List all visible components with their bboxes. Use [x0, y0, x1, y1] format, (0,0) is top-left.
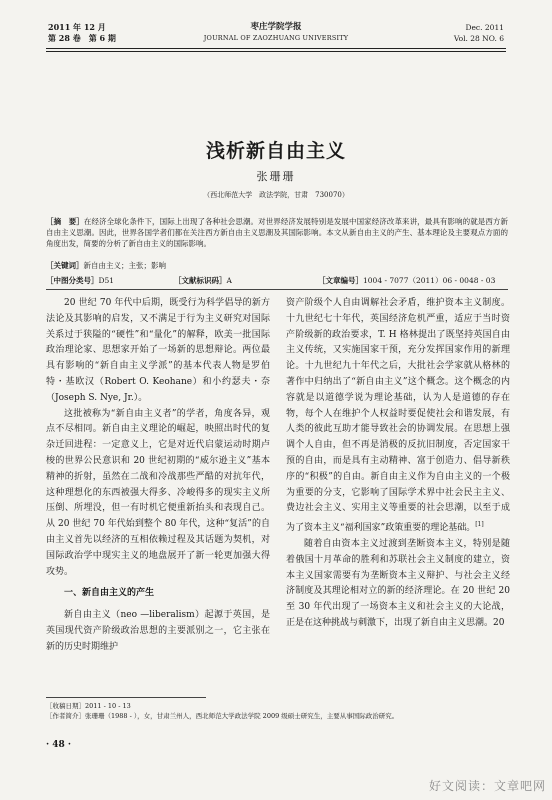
body-paragraph: 20 世纪 70 年代中后期，既受行为科学倡导的新方法论及其影响的启发，又不满足于行为主义研究对国际关系过于狭隘的“硬性”和“量化”的解释，欧美一批国际政治理论家、思想家开始了一场新的思想辩论。两位最具有影响的“新自由主义学派”的基本代表人物是罗伯特・基欧汉（Robert O. Keohane）和小约瑟夫・奈（Joseph S. Nye, Jr.）。 [46, 298, 270, 403]
section-heading: 一、新自由主义的产生 [64, 588, 155, 599]
footnote-rule [46, 697, 206, 698]
body-column-left [46, 296, 270, 656]
header-volume-en: Vol. 28 NO. 6 [453, 34, 504, 43]
abstract [46, 216, 508, 249]
page-number: · 48 · [46, 740, 72, 750]
article-affiliation: （西北师范大学 政法学院，甘肃 730070） [203, 191, 349, 199]
footnote-received: ［收稿日期］2011 - 10 - 13 [46, 702, 131, 710]
clc-number [46, 275, 114, 286]
keywords [46, 260, 508, 271]
keywords-label: ［关键词］ [46, 261, 84, 270]
journal-name-en: JOURNAL OF ZAOZHUANG UNIVERSITY [203, 34, 349, 42]
header-rule [46, 48, 506, 49]
body-paragraph: 新自由主义（neo —liberalism）起源于英国，是英国现代资产阶级政治思想的主要派别之一，它主张在新的历史时期维护 [46, 610, 270, 652]
footnotes [46, 701, 516, 721]
body-paragraph [286, 296, 510, 537]
header-date-en: Dec. 2011 [465, 23, 504, 32]
header-rule-thin [46, 51, 506, 52]
header-issue-info-en [454, 22, 504, 44]
header-date: 2011 年 12 月 [48, 22, 106, 32]
article-number [318, 275, 495, 286]
body-paragraph: 这批被称为“新自由主义者”的学者，角度各异，观点不尽相同。新自由主义理论的崛起，映照出时代的复杂迁回进程：一定意义上，它是对近代启蒙运动时期卢梭的世界公民意识和 20 世纪初期的“威尔逊主义”基本精神的折射，虽然在二战和冷战那些严酷的对抗年代，这种理想化的东西被强大得多、冷峻得多的现实主义所压倒、所埋没，但一有时机它便重新抬头和表现自己。从 20 世纪 70 年代始到整个 80 年代，这种“复活”的自由主义首先以经济的互相依赖过程及其话题为契机，对国际政治学中现实主义的地盘展开了新一轮更加强大得攻势。 [46, 408, 270, 577]
article-number-value: 1004 - 7077（2011）06 - 0048 - 03 [363, 276, 496, 285]
article-title: 浅析新自由主义 [205, 140, 346, 162]
article-author: 张珊珊 [256, 170, 296, 183]
abstract-text: 在经济全球化条件下，国际上出现了各种社会思潮。对世界经济发展特别是发展中国家经济改革来讲，最具有影响的就是西方新自由主义思潮。因此，世界各国学者们都在关注西方新自由主义思潮及其国际影响。本文从新自由主义的产生、基本理论及主要观点方面的角度出发，简要的分析了新自由主义的国际影响。 [46, 217, 508, 248]
clc-label: ［中图分类号］ [46, 276, 99, 285]
site-watermark: 好文阅读：文章吧网 [428, 779, 546, 793]
keywords-text: 新自由主义；主张；影响 [83, 261, 166, 270]
body-paragraph-text: 资产阶级个人自由调解社会矛盾，维护资本主义制度。十九世纪七十年代，英国经济危机严重，适应于当时资产阶级新的政治要求，T. H 格林提出了既坚持英国自由主义传统，又实施国家干预，充分发挥国家作用的新理论。十九世纪九十年代之后，大批社会学家就从格林的著作中归纳出了“新自由主义”这个概念。这个概念的内容就是以道德学说为理论基础，认为人是道德的存在物，每个人在维护个人权益时要促使社会和谐发展，有人类的彼此互助才能导致社会的协调发展。在思想上强调个人自由，但不再是消极的反抗旧制度，否定国家干预的自由，而是具有主动精神、富于创造力、倡导新秩序的“积极”的自由。新自由主义作为自由主义的一个极为重要的分支，它影响了国际学术界中社会民主主义、费边社会主义、实用主义等重要的社会思潮，以至于成为了资本主义“福利国家”政策重要的理论基础。 [286, 298, 510, 534]
doc-code-label: ［文献标识码］ [174, 276, 227, 285]
header-volume: 第 28 卷 第 6 期 [48, 33, 116, 43]
footnote-author-bio: ［作者简介］张珊珊（1988 - ），女，甘肃兰州人，西北师范大学政法学院 2009 级硕士研究生，主要从事国际政治研究。 [46, 712, 399, 720]
article-number-label: ［文章编号］ [318, 276, 363, 285]
abstract-label: ［摘 要］ [46, 217, 84, 226]
citation-mark: [1] [475, 521, 484, 529]
journal-name-cn: 枣庄学院学报 [250, 22, 302, 32]
doc-code-value: A [226, 276, 232, 285]
body-paragraph: 随着自由资本主义过渡到垄断资本主义，特别是随着俄国十月革命的胜利和苏联社会主义制度的建立，资本主义国家需要有为垄断资本主义辩护、与社会主义经济制度及其理论相对立的新的经济理论。在 20 世纪 20 至 30 年代出现了一场资本主义和社会主义的大论战，正是在这种挑战与刺激下，出现了新自由主义思潮。20 [286, 538, 510, 628]
body-column-right [286, 296, 510, 632]
doc-code [174, 275, 232, 286]
clc-value: D51 [98, 276, 115, 285]
meta-rule [46, 289, 508, 290]
